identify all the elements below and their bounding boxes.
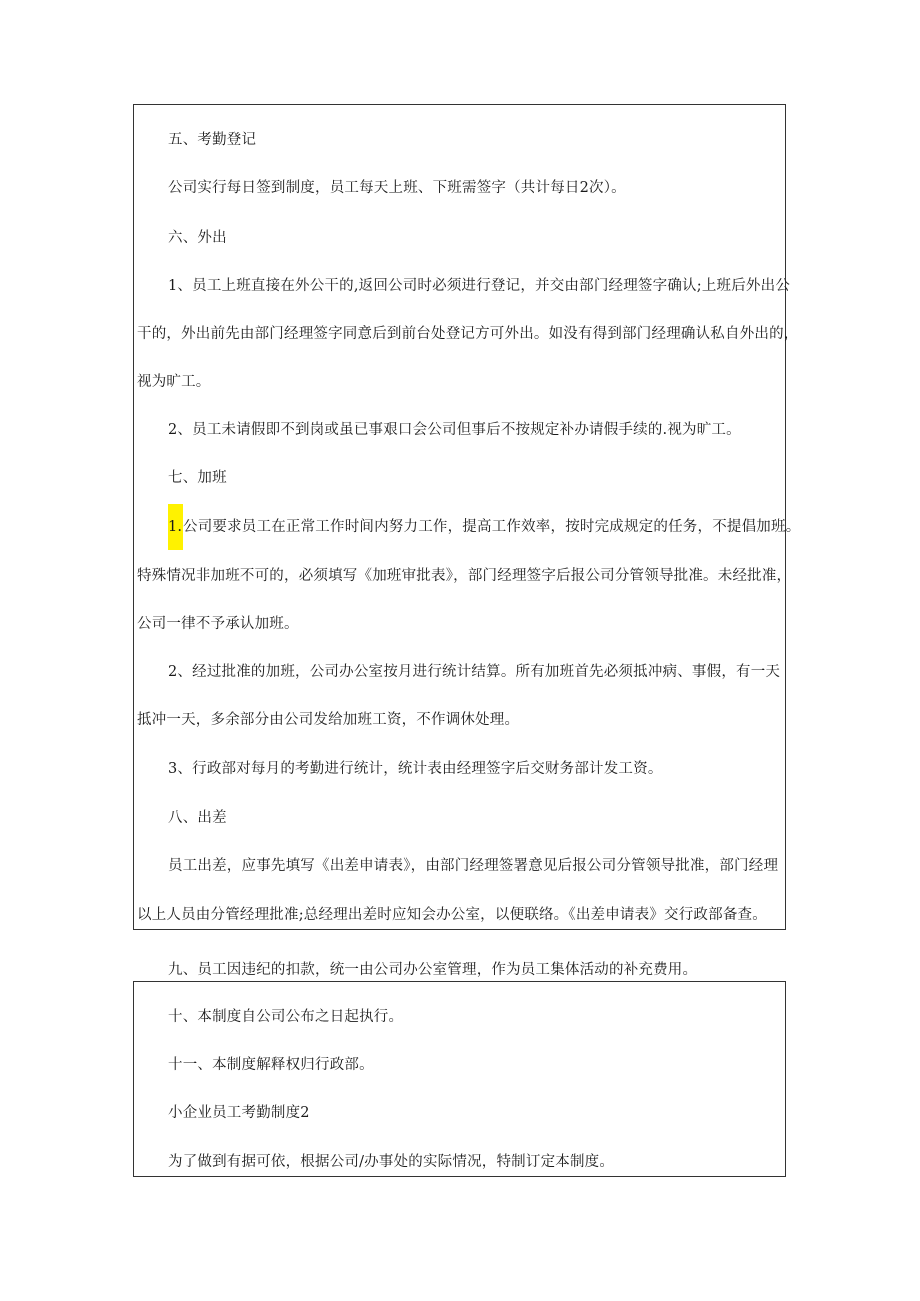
paragraph-line: 2、员工未请假即不到岗或虽已事艰口会公司但事后不按规定补办请假手续的.视为旷工。 [168,422,741,438]
section-heading: 五、考勤登记 [168,132,257,148]
highlight-marker: 1. [168,504,183,550]
paragraph-text: 公司要求员工在正常工作时间内努力工作，提高工作效率，按时完成规定的任务，不提倡加班。 [183,519,801,535]
paragraph-line: 视为旷工。 [137,374,211,390]
section-heading: 八、出差 [168,810,227,826]
paragraph-line: 特殊情况非加班不可的，必须填写《加班审批表》，部门经理签字后报公司分管领导批准。未经批准， [137,568,792,584]
document-title: 小企业员工考勤制度2 [168,1105,310,1121]
paragraph-line: 公司一律不予承认加班。 [137,616,299,632]
paragraph-line [0,515,920,539]
paragraph-line: 十、本制度自公司公布之日起执行。 [168,1009,404,1025]
paragraph-line: 3、行政部对每月的考勤进行统计，统计表由经理签字后交财务部计发工资。 [168,761,663,777]
section-heading: 七、加班 [168,470,227,486]
paragraph-line: 九、员工因违纪的扣款，统一由公司办公室管理，作为员工集体活动的补充费用。 [168,962,698,978]
paragraph-line: 抵冲一天，多余部分由公司发给加班工资，不作调休处理。 [137,712,520,728]
paragraph-line: 以上人员由分管经理批准;总经理出差时应知会办公室，以便联络。《出差申请表》交行政部备查。 [137,907,767,923]
paragraph-line: 1、员工上班直接在外公干的,返回公司时必须进行登记，并交由部门经理签字确认;上班后外出公 [168,278,791,294]
section-heading: 六、外出 [168,230,227,246]
paragraph-line: 公司实行每日签到制度，员工每天上班、下班需签字（共计每日2次）。 [168,180,626,196]
paragraph-line: 员工出差，应事先填写《出差申请表》，由部门经理签署意见后报公司分管领导批准，部门经理 [168,858,779,874]
paragraph-line: 2、经过批准的加班，公司办公室按月进行统计结算。所有加班首先必须抵冲病、事假，有一天 [168,664,781,680]
paragraph-line: 为了做到有据可依，根据公司/办事处的实际情况，特制订定本制度。 [168,1154,615,1170]
paragraph-line: 干的，外出前先由部门经理签字同意后到前台处登记方可外出。如没有得到部门经理确认私自外出的， [137,326,799,342]
paragraph-line: 十一、本制度解释权归行政部。 [168,1057,374,1073]
